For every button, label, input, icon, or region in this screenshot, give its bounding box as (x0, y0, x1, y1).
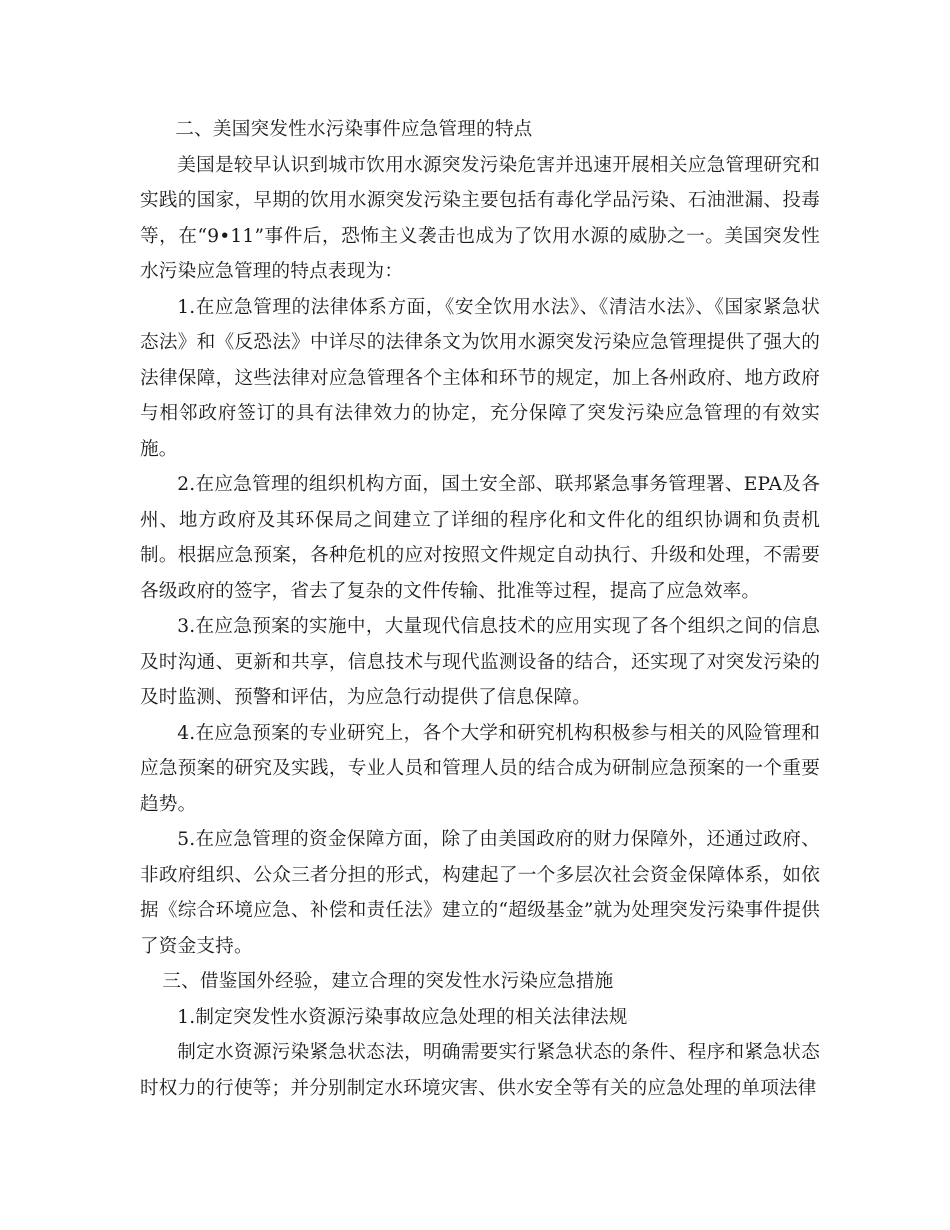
paragraph-point-2: 2.在应急管理的组织机构方面，国土安全部、联邦紧急事务管理署、EPA及各州、地方政府及其环保局之间建立了详细的程序化和文件化的组织协调和负责机制。根据应急预案，各种危机的应对按照文件规定自动执行、升级和处理，不需要各级政府的签字，省去了复杂的文件传输、批准等过程，提高了应急效率。 (140, 474, 820, 602)
paragraph-point-3: 3.在应急预案的实施中，大量现代信息技术的应用实现了各个组织之间的信息及时沟通、更新和共享，信息技术与现代监测设备的结合，还实现了对突发污染的及时监测、预警和评估，为应急行动提供了信息保障。 (140, 616, 820, 708)
paragraph-legislation: 制定水资源污染紧急状态法，明确需要实行紧急状态的条件、程序和紧急状态时权力的行使等；并分别制定水环境灾害、供水安全等有关的应急处理的单项法律 (140, 1042, 820, 1099)
section-heading-3: 三、借鉴国外经验，建立合理的突发性水污染应急措施 (162, 971, 614, 992)
paragraph-point-5: 5.在应急管理的资金保障方面，除了由美国政府的财力保障外，还通过政府、非政府组织、公众三者分担的形式，构建起了一个多层次社会资金保障体系，如依据《综合环境应急、补偿和责任法》建立的“超级基金”就为处理突发污染事件提供了资金支持。 (140, 829, 820, 957)
subheading-1: 1.制定突发性水资源污染事故应急处理的相关法律法规 (177, 1006, 628, 1028)
paragraph-point-4: 4.在应急预案的专业研究上，各个大学和研究机构积极参与相关的风险管理和应急预案的研究及实践，专业人员和管理人员的结合成为研制应急预案的一个重要趋势。 (140, 722, 820, 815)
paragraph-point-1: 1.在应急管理的法律体系方面，《安全饮用水法》、《清洁水法》、《国家紧急状态法》和《反恐法》中详尽的法律条文为饮用水源突发污染应急管理提供了强大的法律保障，这些法律对应急管理各个主体和环节的规定，加上各州政府、地方政府与相邻政府签订的具有法律效力的协定，充分保障了突发污染应急管理的有效实施。 (140, 296, 820, 460)
paragraph-intro: 美国是较早认识到城市饮用水源突发污染危害并迅速开展相关应急管理研究和实践的国家，早期的饮用水源突发污染主要包括有毒化学品污染、石油泄漏、投毒等，在“9•11”事件后，恐怖主义袭击也成为了饮用水源的威胁之一。美国突发性水污染应急管理的特点表现为： (140, 154, 820, 282)
document-body (140, 112, 820, 1106)
section-heading-2: 二、美国突发性水污染事件应急管理的特点 (175, 119, 533, 140)
